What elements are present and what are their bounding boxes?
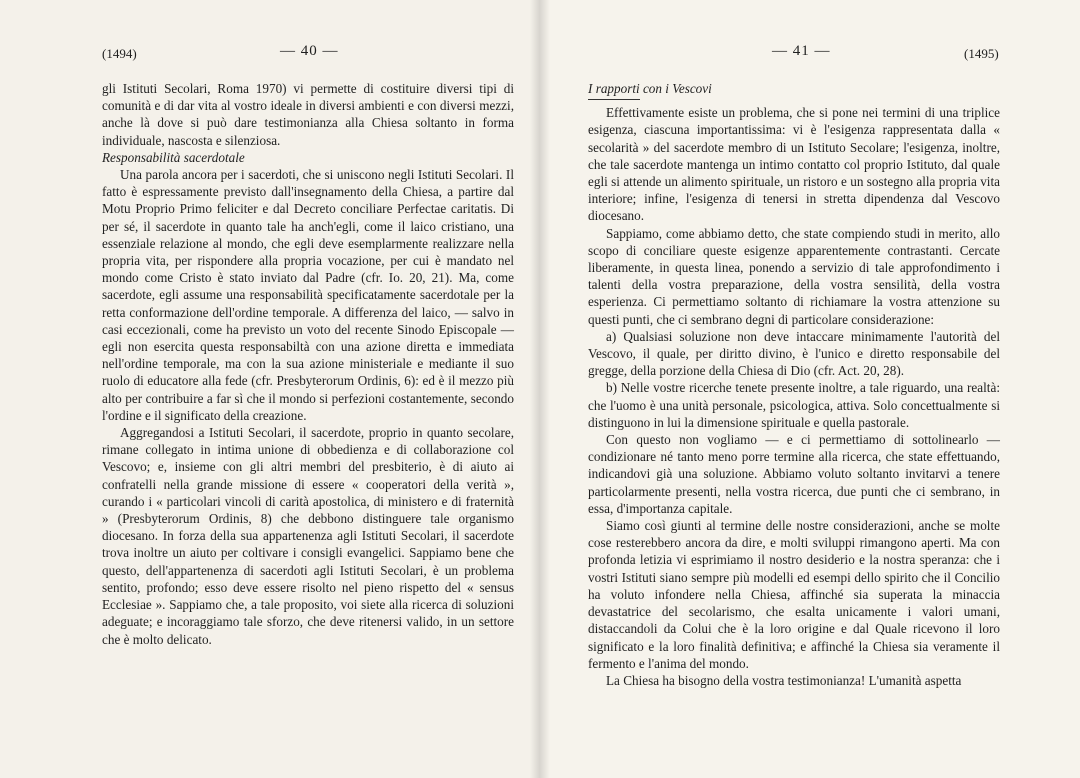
section-title: Responsabilità sacerdotale [102,149,245,165]
text-block [102,80,514,648]
paragraph: Siamo così giunti al termine delle nostre considerazioni, anche se molte cose resterebbero ancora da dire, e molti sviluppi rimangono aperti. Ma con profonda letizia vi esprimiamo il nostro desiderio e la nostra speranza: che i vostri Istituti siano sempre più modelli ed esempi dello spirito che il Concilio ha voluto infondere nella Chiesa, affinché sia superata la minaccia devastatrice del secolarismo, che esalta unicamente i valori umani, distaccandoli da Colui che è la loro origine e dal Quale ricevono il loro significato e la loro finalità definitiva; e affinché la Chiesa sia veramente il fermento e l'anima del mondo. [588,518,1000,671]
paragraph: b) Nelle vostre ricerche tenete presente inoltre, a tale riguardo, una realtà: che l'uomo è una unità personale, psicologica, attiva. Solo concettualmente si distinguono in lui la dimensione spirituale e quella pastorale. [588,380,1000,430]
page-number: — 41 — [772,43,831,59]
paragraph: gli Istituti Secolari, Roma 1970) vi permette di costituire diversi tipi di comunità e di dar vita al vostro ideale in diversi ambienti e con diversi mezzi, anche là dove si può dare testimonianza alla Chiesa soltanto in forma individuale, nascosta e silenziosa. [102,81,514,148]
paragraph: Sappiamo, come abbiamo detto, che state compiendo studi in merito, allo scopo di conciliare queste esigenze apparentemente contrastanti. Cercate liberamente, in questa linea, ponendo a servizio di tale approfondimento i talenti della vostra preparazione, della vostra sensilità, della vostra esperienza. Ci permettiamo soltanto di richiamare la vostra attenzione su questi punti, che ci sembrano degni di particolare considerazione: [588,225,1000,327]
paragraph: Effettivamente esiste un problema, che si pone nei termini di una triplice esigenza, ciascuna importantissima: vi è l'esigenza rappresentata dalla « secolarità » del sacerdote membro di un Istituto Secolare; l'esigenza, inoltre, che tale sacerdote mantenga un intimo contatto col proprio Istituto, dal quale egli si attende un alimento spirituale, un ristoro e un sostegno alla propria vita interiore; infine, l'esigenza di tenersi in stretta dipendenza dal Vescovo diocesano. [588,105,1000,224]
paragraph: La Chiesa ha bisogno della vostra testimonianza! L'umanità aspetta [606,672,962,688]
running-head: (1495) [964,46,999,61]
section-rule [588,99,640,100]
paragraph: Una parola ancora per i sacerdoti, che si uniscono negli Istituti Secolari. Il fatto è espressamente previsto dall'insegnamento della Chiesa, a partire dal Motu Proprio Primo feliciter e dal Decreto conciliare Perfectae caritatis. Di per sé, il sacerdote in quanto tale ha anch'egli, come il laico cristiano, una essenziale relazione al mondo, che egli deve esemplarmente realizzare nella propria vita, per rispondere alla propria vocazione, per cui è mandato nel mondo come Cristo è stato inviato dal Padre (cfr. Io. 20, 21). Ma, come sacerdote, egli assume una responsabilità specificatamente sacerdotale per la retta conformazione dell'ordine temporale. A differenza del laico, — salvo in casi eccezionali, come ha previsto un voto del recente Sinodo Episcopale — egli non esercita questa responsabiltà con una azione diretta e immediata nell'ordine temporale, ma con la sua azione ministeriale e mediante il suo ruolo di educatore alla fede (cfr. Presbyterorum Ordinis, 6): ed è il mezzo più alto per contribuire a far sì che il mondo si perfezioni costantemente, secondo l'ordine e il significato della creazione. [102,167,514,423]
right-page [540,0,1080,778]
running-head: (1494) [102,46,137,61]
section-title: I rapporti con i Vescovi [588,81,712,96]
text-block [588,80,1000,689]
book-gutter [530,0,550,778]
page-number: — 40 — [280,43,339,59]
paragraph: Con questo non vogliamo — e ci permettiamo di sottolinearlo — condizionare né tanto meno porre termine alla ricerca, che state effettuando, indicandovi già una soluzione. Abbiamo voluto soltanto invitarvi a tenere particolarmente presenti, nella vostra ricerca, due punti che ci sembrano, in essa, d'importanza capitale. [588,432,1000,516]
paragraph: Aggregandosi a Istituti Secolari, il sacerdote, proprio in quanto secolare, rimane collegato in intima unione di obbedienza e di collaborazione col Vescovo; e, insieme con gli altri membri del presbiterio, è di aiuto ai confratelli nella grande missione di essere « cooperatori della verità », curando i « particolari vincoli di carità apostolica, di ministero e di fraternità » (Presbyterorum Ordinis, 8) che debbono distinguere tale organismo diocesano. In forza della sua appartenenza agli Istituti Secolari, il sacerdote trova inoltre un aiuto per coltivare i consigli evangelici. Sappiamo bene che questo, dell'appartenenza di sacerdoti agli Istituti Secolari, è un problema sentito, profondo; esso deve essere risolto nel pieno rispetto del « sensus Ecclesiae ». Sappiamo che, a tale proposito, voi siete alla ricerca di soluzioni adeguate; e incoraggiamo tale sforzo, che deve ritenersi valido, in un settore che è molto delicato. [102,425,514,647]
paragraph: a) Qualsiasi soluzione non deve intaccare minimamente l'autorità del Vescovo, il quale, per diritto divino, è l'unico e diretto responsabile del gregge, della porzione della Chiesa di Dio (cfr. Act. 20, 28). [588,328,1000,379]
